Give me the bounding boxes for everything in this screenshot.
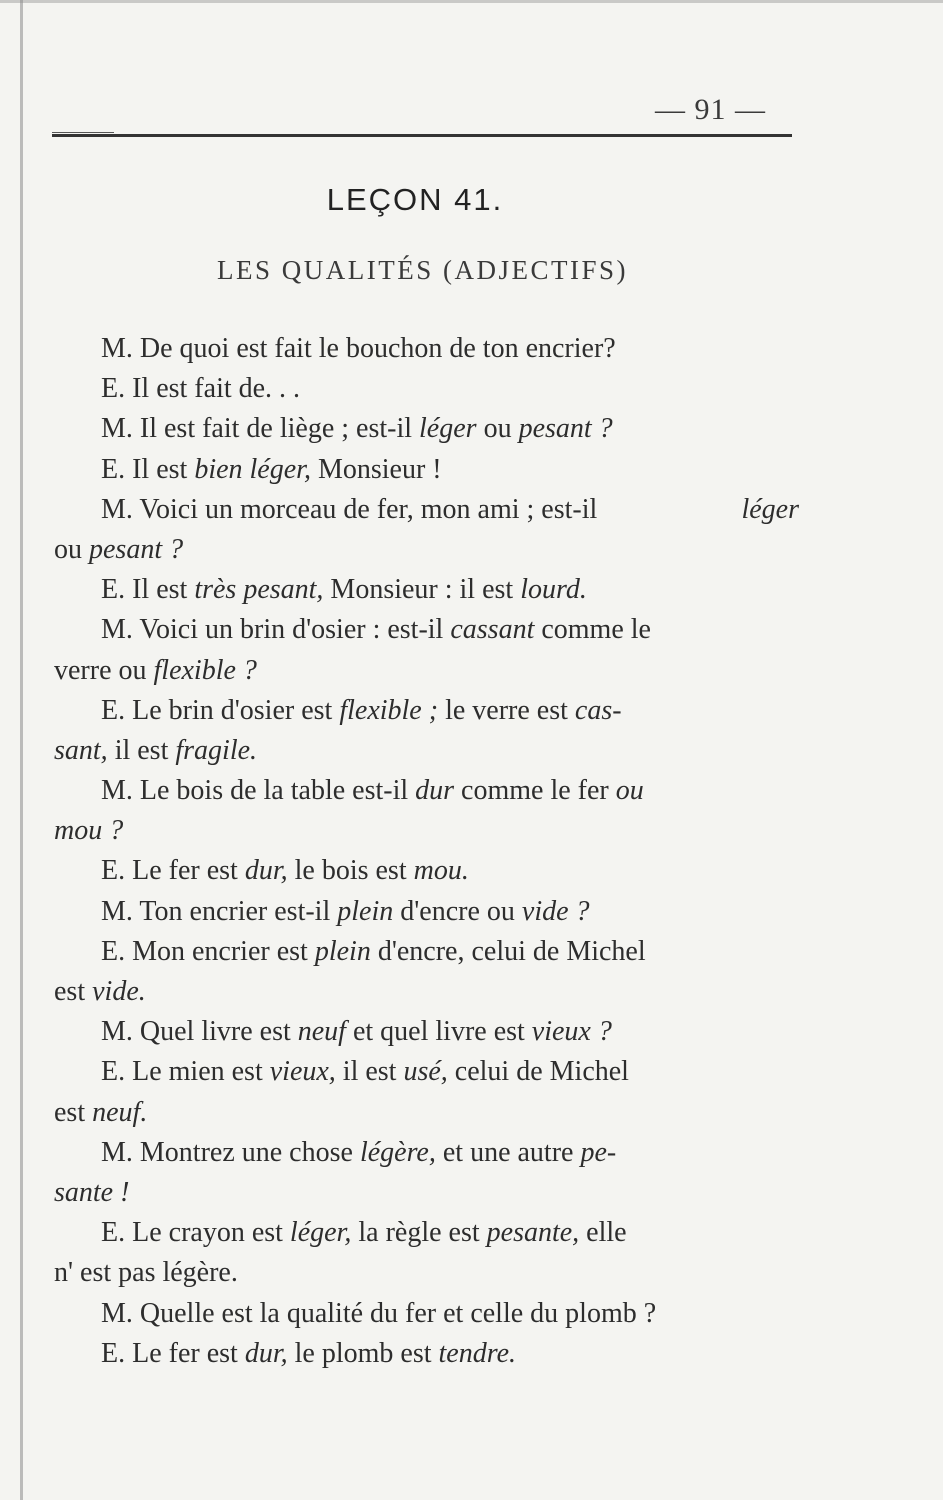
italic-word: dur, [244,1337,288,1369]
italic-word: pesant [89,533,163,565]
text-line [54,1334,799,1374]
text-line [54,329,799,369]
header-rule-tail [52,132,114,133]
text-line [54,771,799,811]
italic-word: neuf. [92,1096,148,1128]
text-run: ? [235,654,257,686]
text-run: et une autre [435,1136,581,1168]
text-line [54,1253,799,1293]
text-run: ou [54,533,89,565]
text-line [54,972,799,1012]
text-run: elle [579,1217,627,1249]
text-run: E. Le fer est [101,855,245,887]
text-line [54,1294,799,1334]
text-run: n' est pas légère. [54,1257,238,1289]
text-run: la règle est [351,1217,487,1249]
text-run: d'encre, celui de Michel [370,935,646,967]
text-run: M. Quel livre est [101,1016,298,1048]
italic-word: flexible [153,654,236,686]
text-run: M. Le bois de la table est-il [101,775,416,807]
italic-word: ou [615,775,644,807]
text-run: E. Le crayon est [101,1217,290,1249]
text-line [54,1012,799,1052]
italic-word: mou [54,815,103,847]
text-run: E. Le brin d'osier est [101,694,340,726]
italic-word: dur [415,775,455,807]
text-run: M. Montrez une chose [101,1136,360,1168]
text-run: ? [590,1016,612,1048]
text-line [54,932,799,972]
text-line [54,731,799,771]
italic-word: sant, [54,734,108,766]
italic-word: léger, [289,1217,352,1249]
text-run: E. Il est [101,574,195,606]
text-run: E. Le mien est [101,1056,270,1088]
italic-word: sante [54,1176,114,1208]
text-line [54,1093,799,1133]
italic-word: pesant [518,413,592,445]
text-run: ! [113,1176,130,1208]
binding-edge [20,0,23,1500]
text-run: et quel livre est [345,1016,532,1048]
page-number: — 91 — [655,93,766,126]
text-line [54,490,799,530]
italic-word: légère, [359,1136,436,1168]
text-line [54,691,799,731]
italic-word: cassant [450,614,535,646]
italic-word: plein [337,895,394,927]
text-run: il est [335,1056,404,1088]
italic-word: bien léger, [194,453,311,485]
italic-word: dur, [244,855,288,887]
text-run: comme le fer [454,775,616,807]
text-line [54,450,799,490]
text-run: Monsieur : il est [323,574,521,606]
text-run: ? [102,815,124,847]
text-run: ? [162,533,184,565]
italic-word: vide [521,895,569,927]
text-line [54,851,799,891]
italic-word: vieux, [269,1056,336,1088]
text-run: d'encre ou [393,895,522,927]
italic-word: pesante, [486,1217,580,1249]
text-line [54,1052,799,1092]
text-line [54,651,799,691]
text-run: ou [476,413,519,445]
text-run: verre ou [54,654,154,686]
text-run: M. De quoi est fait le bouchon de ton encrier? [101,333,616,364]
italic-word: flexible ; [339,694,439,726]
text-run: E. Le fer est [101,1337,245,1369]
italic-word: léger [741,493,799,525]
italic-word: mou. [413,855,469,887]
text-run: ? [591,413,613,445]
text-line [54,530,799,570]
top-edge-rule [0,0,943,3]
text-run: M. Il est fait de liège ; est-il [101,413,420,445]
italic-word: léger [419,413,477,445]
text-run: le bois est [287,855,414,887]
text-line [54,409,799,449]
text-run: le verre est [438,694,575,726]
text-run: M. Quelle est la qualité du fer et celle du plomb ? [101,1297,657,1329]
text-line [54,892,799,932]
text-line [54,570,799,610]
text-run: E. Il est [101,453,195,485]
text-run: est [54,1096,93,1128]
italic-word: plein [314,935,371,967]
italic-word: cas- [574,694,622,726]
text-line [54,811,799,851]
text-run: E. Il est fait de. . . [101,373,301,405]
text-run: M. Voici un brin d'osier : est-il [101,614,451,646]
text-line [54,1173,799,1213]
text-line [54,1213,799,1253]
italic-word: pe- [580,1136,617,1168]
italic-word: très pesant, [194,574,324,606]
text-line [54,1133,799,1173]
text-run: est [54,976,93,1007]
italic-word: neuf [297,1016,346,1048]
text-run: comme le [534,614,651,646]
header-rule [52,134,792,137]
italic-word: usé, [403,1056,448,1088]
text-run: le plomb est [287,1337,439,1369]
text-line [54,369,799,409]
text-run: Monsieur ! [310,453,442,485]
text-run: ? [568,895,590,927]
text-run: celui de Michel [447,1056,629,1088]
lesson-title: LEÇON 41. [326,182,504,217]
italic-word: lourd. [520,574,587,606]
text-run: E. Mon encrier est [101,935,315,967]
text-run: il est [107,734,176,766]
dialogue-text [54,329,799,1374]
lesson-subtitle: LES QUALITÉS (ADJECTIFS) [217,255,628,285]
italic-word: fragile. [175,734,258,766]
italic-word: vieux [531,1016,591,1048]
text-run: M. Ton encrier est-il [101,895,338,927]
italic-word: vide. [92,976,146,1007]
italic-word: tendre. [438,1337,516,1369]
text-line [54,610,799,650]
text-run: M. Voici un morceau de fer, mon ami ; est-il [101,493,605,525]
